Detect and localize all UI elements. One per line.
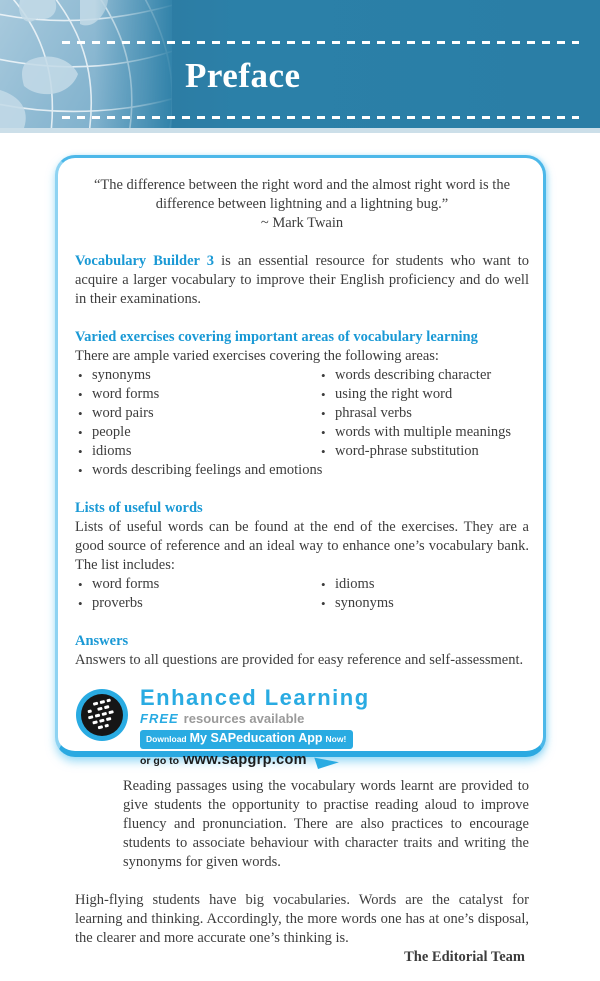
list-item: • synonyms — [75, 366, 318, 385]
enhanced-learning-block — [75, 686, 529, 769]
list-item: • word pairs — [75, 404, 318, 423]
list-item: • idioms — [318, 575, 518, 594]
banner-tail-arrow-icon — [314, 751, 339, 769]
closing-paragraph: High-flying students have big vocabularies. Words are the catalyst for learning and thinking. Accordingly, the more words one has at one’s disposal, the clearer and more accurate one’s thinking is. — [75, 892, 529, 946]
preface-content-panel — [55, 155, 546, 965]
header-dashed-line-bottom — [62, 116, 579, 119]
intro-paragraph — [75, 252, 529, 309]
globe-image — [0, 0, 172, 128]
section-heading-useful-words: Lists of useful words — [75, 500, 203, 516]
answers-text: Answers to all questions are provided for easy reference and self-assessment. — [75, 652, 524, 668]
banner-main: My SAPeducation App — [189, 731, 323, 745]
list-item: • idioms — [75, 442, 318, 461]
header-divider-strip — [0, 128, 600, 133]
book-title: Vocabulary Builder 3 — [75, 253, 215, 269]
enhanced-learning-title: Enhanced Learning — [140, 685, 370, 710]
enhanced-learning-text — [140, 686, 370, 769]
list-item: • words with multiple meanings — [318, 423, 518, 442]
list-item: • using the right word — [318, 385, 518, 404]
useful-words-text: Lists of useful words can be found at the end of the exercises. They are a good source of reference and an ideal way to enhance one’s vocabulary bank. The list includes: — [75, 519, 529, 573]
varied-exercises-list — [75, 366, 529, 480]
list-item: • synonyms — [318, 594, 518, 613]
free-label: FREE — [140, 711, 179, 726]
enhanced-learning-logo-icon — [75, 688, 129, 742]
website-line — [140, 752, 370, 769]
list-item: • proverbs — [75, 594, 318, 613]
list-item: • words describing feelings and emotions — [75, 461, 529, 480]
quote-attribution: ~ Mark Twain — [260, 215, 344, 231]
app-download-banner — [140, 730, 353, 749]
free-resources-line — [140, 711, 370, 727]
banner-prefix: Download — [146, 734, 187, 744]
section-heading-varied-exercises: Varied exercises covering important areas of vocabulary learning — [75, 329, 478, 345]
page-header — [0, 0, 600, 128]
list-item: • people — [75, 423, 318, 442]
section-heading-answers: Answers — [75, 633, 129, 649]
list-item: • word-phrase substitution — [318, 442, 518, 461]
list-item: • words describing character — [318, 366, 518, 385]
banner-suffix: Now! — [325, 734, 347, 744]
list-item: • word forms — [75, 575, 318, 594]
page-title: Preface — [185, 56, 301, 95]
globe-grid-graphic — [0, 0, 172, 128]
goto-prefix: or go to — [140, 755, 180, 767]
list-item: • phrasal verbs — [318, 404, 518, 423]
free-text: resources available — [183, 711, 305, 726]
quote-text: “The difference between the right word and the almost right word is the difference between lightning and a lightning bug.” — [93, 177, 511, 212]
varied-exercises-intro: There are ample varied exercises covering the following areas: — [75, 348, 439, 364]
website-url: www.sapgrp.com — [183, 752, 307, 768]
useful-words-list — [75, 575, 529, 613]
list-item: • word forms — [75, 385, 318, 404]
intro-text: is an essential resource for students who want to acquire a larger vocabulary to improve their English proficiency and do well in their examinations. — [75, 253, 530, 307]
opening-quote — [81, 176, 523, 233]
editorial-team-signature: The Editorial Team — [404, 949, 525, 965]
header-dashed-line-top — [62, 41, 579, 44]
reading-paragraph: Reading passages using the vocabulary words learnt are provided to give students the opportunity to practise reading aloud to improve fluency and pronunciation. There are also practices to encourage students to associate behaviour with character traits and writing the synonyms for given words. — [123, 778, 529, 870]
